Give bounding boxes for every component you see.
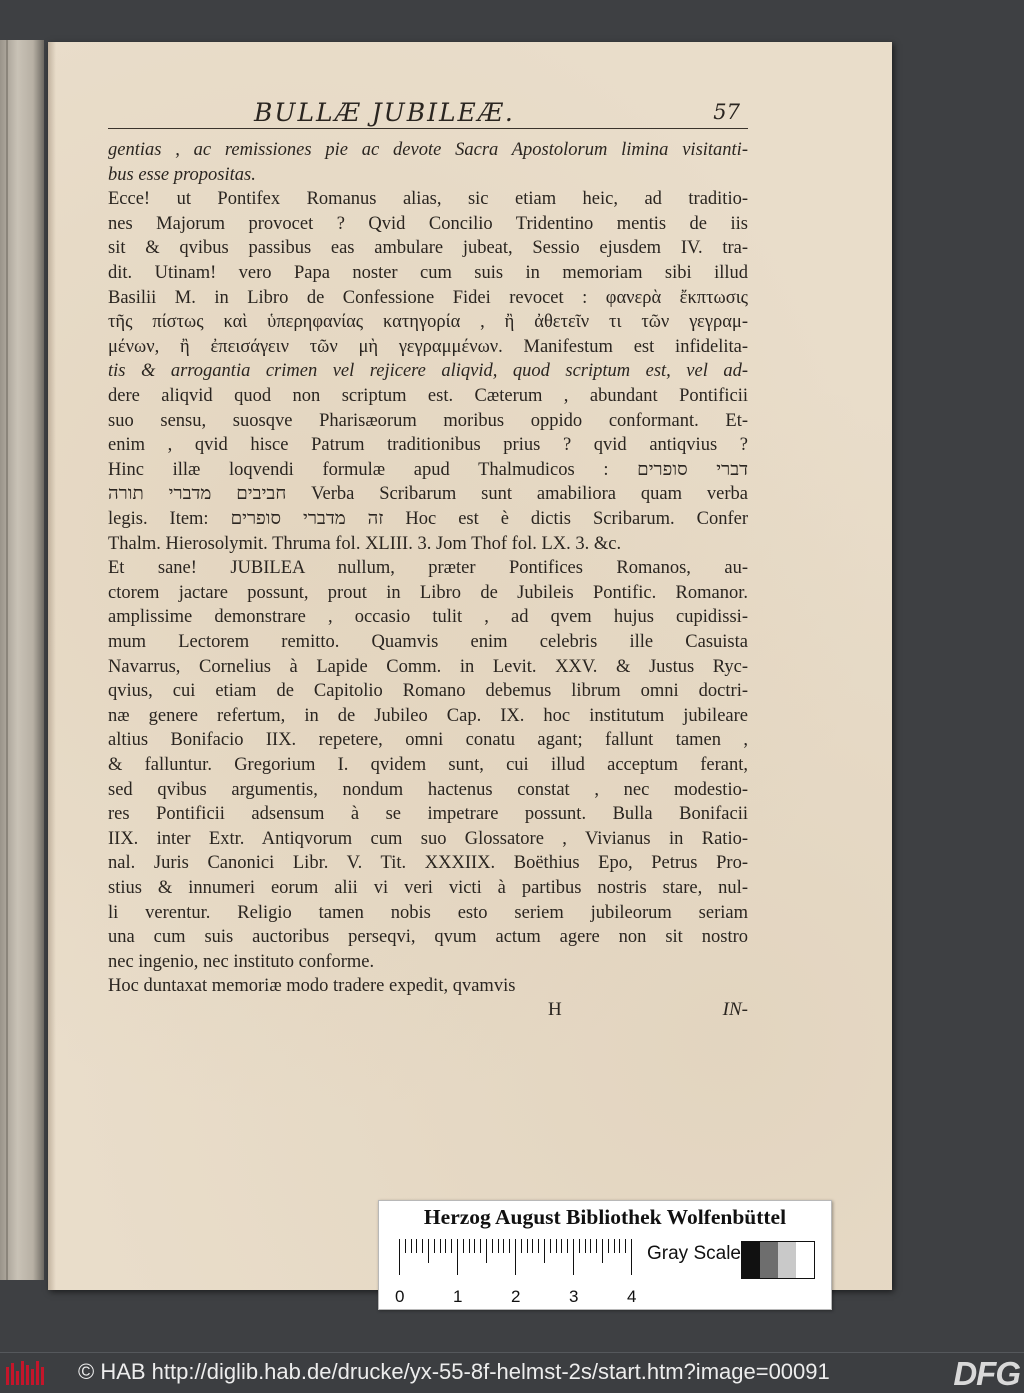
ruler-tick (631, 1239, 632, 1275)
text-line: & falluntur. Gregorium I. qvidem sunt, cui illud acceptum ferant, (108, 755, 748, 775)
ruler-tick (474, 1239, 475, 1253)
ruler-tick (503, 1239, 504, 1253)
text-line: altius Bonifacio IIX. repetere, omni conatu agant; fallunt tamen , (108, 730, 748, 751)
gray-swatch (742, 1242, 760, 1278)
text-line: nes Majorum provocet ? Qvid Concilio Tridentino mentis de iis (108, 213, 748, 234)
text-line: Basilii M. in Libro de Confessione Fidei revocet : φανερὰ ἔκπτωσις (108, 287, 748, 308)
text-line: Hinc illæ loqvendi formulæ apud Thalmudicos : דברי סופרים (108, 459, 749, 480)
text-line: IIX. inter Extr. Antiqvorum cum suo Glossatore , Vivianus in Ratio- (108, 828, 748, 849)
ruler-tick (411, 1239, 412, 1253)
catchword: IN- (722, 999, 748, 1020)
ruler-tick (544, 1239, 545, 1263)
ruler-tick (602, 1239, 603, 1263)
ruler-tick (509, 1239, 510, 1253)
ruler-number: 1 (453, 1287, 463, 1306)
gray-swatch (760, 1242, 778, 1278)
measurement-ruler (395, 1239, 637, 1306)
text-line: una cum suis auctoribus perseqvi, qvum actum agere non sit nostro (108, 927, 748, 948)
barcode-icon[interactable] (6, 1361, 46, 1385)
ruler-number: 3 (569, 1287, 579, 1306)
text-line: Hoc duntaxat memoriæ modo tradere expedit, qvamvis (108, 976, 516, 997)
gray-scale-swatches (741, 1241, 815, 1279)
text-line: nec ingenio, nec instituto conforme. (108, 951, 375, 972)
text-line: legis. Item: זה מדברי סופרים Hoc est è dictis Scribarum. Confer (108, 509, 748, 529)
ruler-tick (538, 1239, 539, 1253)
text-line: suo sensu, suosqve Pharisæorum moribus oppido conformant. Et- (108, 410, 748, 431)
ruler-tick (585, 1239, 586, 1253)
text-line: dere aliqvid quod non scriptum est. Cæterum , abundant Pontificii (108, 386, 748, 406)
text-line: τῆς πίστως καὶ ὑπερηφανίας κατηγορία , ἢ ἀθετεῖν τι τῶν γεγραμ- (108, 312, 748, 333)
gray-swatch (796, 1242, 814, 1278)
viewer-footer (0, 1352, 1024, 1393)
ruler-tick (579, 1239, 580, 1253)
text-line: tis & arrogantia crimen vel rejicere aliqvid, quod scriptum est, vel ad- (108, 361, 748, 382)
text-line: sed qvibus argumentis, nondum hactenus constat , nec modestio- (108, 779, 748, 800)
ruler-tick (521, 1239, 522, 1253)
text-line: stius & innumeri eorum alii vi veri victi à partibus nostris stare, nul- (108, 878, 748, 898)
text-line: qvius, cui etiam de Capitolio Romano debemus librum omni doctri- (108, 681, 748, 702)
text-line: mum Lectorem remitto. Quamvis enim celebris ille Casuista (108, 632, 748, 652)
ruler-tick (561, 1239, 562, 1253)
ruler-number: 2 (511, 1287, 521, 1306)
ruler-tick (457, 1239, 458, 1275)
text-line: næ genere refertum, in de Jubileo Cap. IX. hoc institutum jubileare (108, 705, 748, 726)
text-line: res Pontificii adsensum à se impetrare possunt. Bulla Bonifacii (108, 804, 748, 825)
text-line: li verentur. Religio tamen nobis esto seriem jubileorum seriam (108, 902, 748, 923)
ruler-tick (416, 1239, 417, 1253)
ruler-tick (619, 1239, 620, 1253)
text-line: sit & qvibus passibus eas ambulare jubeat, Sessio ejusdem IV. tra- (108, 238, 748, 259)
signature-mark: H (548, 999, 562, 1020)
ruler-tick (434, 1239, 435, 1253)
ruler-tick (440, 1239, 441, 1253)
text-line: dit. Utinam! vero Papa noster cum suis in memoriam sibi illud (108, 263, 748, 283)
text-line: gentias , ac remissiones pie ac devote Sacra Apostolorum limina visitanti- (108, 140, 748, 160)
running-head (108, 96, 748, 129)
ruler-number: 0 (395, 1287, 405, 1306)
ruler-tick (463, 1239, 464, 1253)
gray-swatch (778, 1242, 796, 1278)
ruler-tick (486, 1239, 487, 1263)
ruler-tick (625, 1239, 626, 1253)
text-line: ctorem jactare possunt, prout in Libro de Jubileis Pontific. Romanor. (108, 582, 748, 603)
text-line: enim , qvid hisce Patrum traditionibus prius ? qvid antiqvius ? (108, 435, 748, 456)
ruler-tick (614, 1239, 615, 1253)
text-line: Navarrus, Cornelius à Lapide Comm. in Levit. XXV. & Justus Ryc- (108, 656, 748, 677)
text-line: Et sane! JUBILEA nullum, præter Pontifices Romanos, au- (108, 558, 748, 579)
text-line: Ecce! ut Pontifex Romanus alias, sic etiam heic, ad traditio- (108, 189, 748, 210)
ruler-tick (550, 1239, 551, 1253)
library-name: Herzog August Bibliothek Wolfenbüttel (423, 1205, 787, 1229)
library-color-chart (378, 1200, 832, 1310)
dfg-logo: DFG (953, 1355, 1020, 1392)
text-line: Thalm. Hierosolymit. Thruma fol. XLIII. 3. Jom Thof fol. LX. 3. &c. (108, 533, 622, 554)
running-title: BULLÆ JUBILEÆ. (254, 98, 515, 127)
ruler-tick (596, 1239, 597, 1253)
text-line: amplissime demonstrare , occasio tulit , ad qvem hujus cupidissi- (108, 607, 748, 628)
ruler-tick (608, 1239, 609, 1253)
ruler-tick (532, 1239, 533, 1253)
text-line: μένων, ἢ ἐπεισάγειν τῶν μὴ γεγραμμένων. Manifestum est infidelita- (108, 336, 748, 357)
ruler-tick (451, 1239, 452, 1253)
ruler-number: 4 (627, 1287, 637, 1306)
text-line: חביבים מדברי תורה Verba Scribarum sunt amabiliora quam verba (108, 484, 748, 505)
ruler-tick (573, 1239, 574, 1275)
ruler-tick (480, 1239, 481, 1253)
page-number: 57 (713, 100, 740, 124)
previous-page-edge (0, 40, 44, 1280)
ruler-tick (492, 1239, 493, 1253)
ruler-tick (498, 1239, 499, 1253)
text-line: bus esse propositas. (108, 164, 256, 185)
ruler-tick (445, 1239, 446, 1253)
ruler-tick (556, 1239, 557, 1253)
ruler-tick (590, 1239, 591, 1253)
copyright-url[interactable]: © HAB http://diglib.hab.de/drucke/yx-55-8f-helmst-2s/start.htm?image=00091 (78, 1359, 830, 1384)
ruler-tick (515, 1239, 516, 1275)
gray-scale-label: Gray Scale (647, 1243, 741, 1264)
ruler-tick (422, 1239, 423, 1253)
ruler-tick (469, 1239, 470, 1253)
ruler-tick (567, 1239, 568, 1253)
ruler-tick (399, 1239, 400, 1275)
text-line: nal. Juris Canonici Libr. V. Tit. XXXIIX. Boëthius Epo, Petrus Pro- (108, 853, 748, 874)
ruler-tick (405, 1239, 406, 1253)
ruler-tick (428, 1239, 429, 1263)
ruler-tick (527, 1239, 528, 1253)
